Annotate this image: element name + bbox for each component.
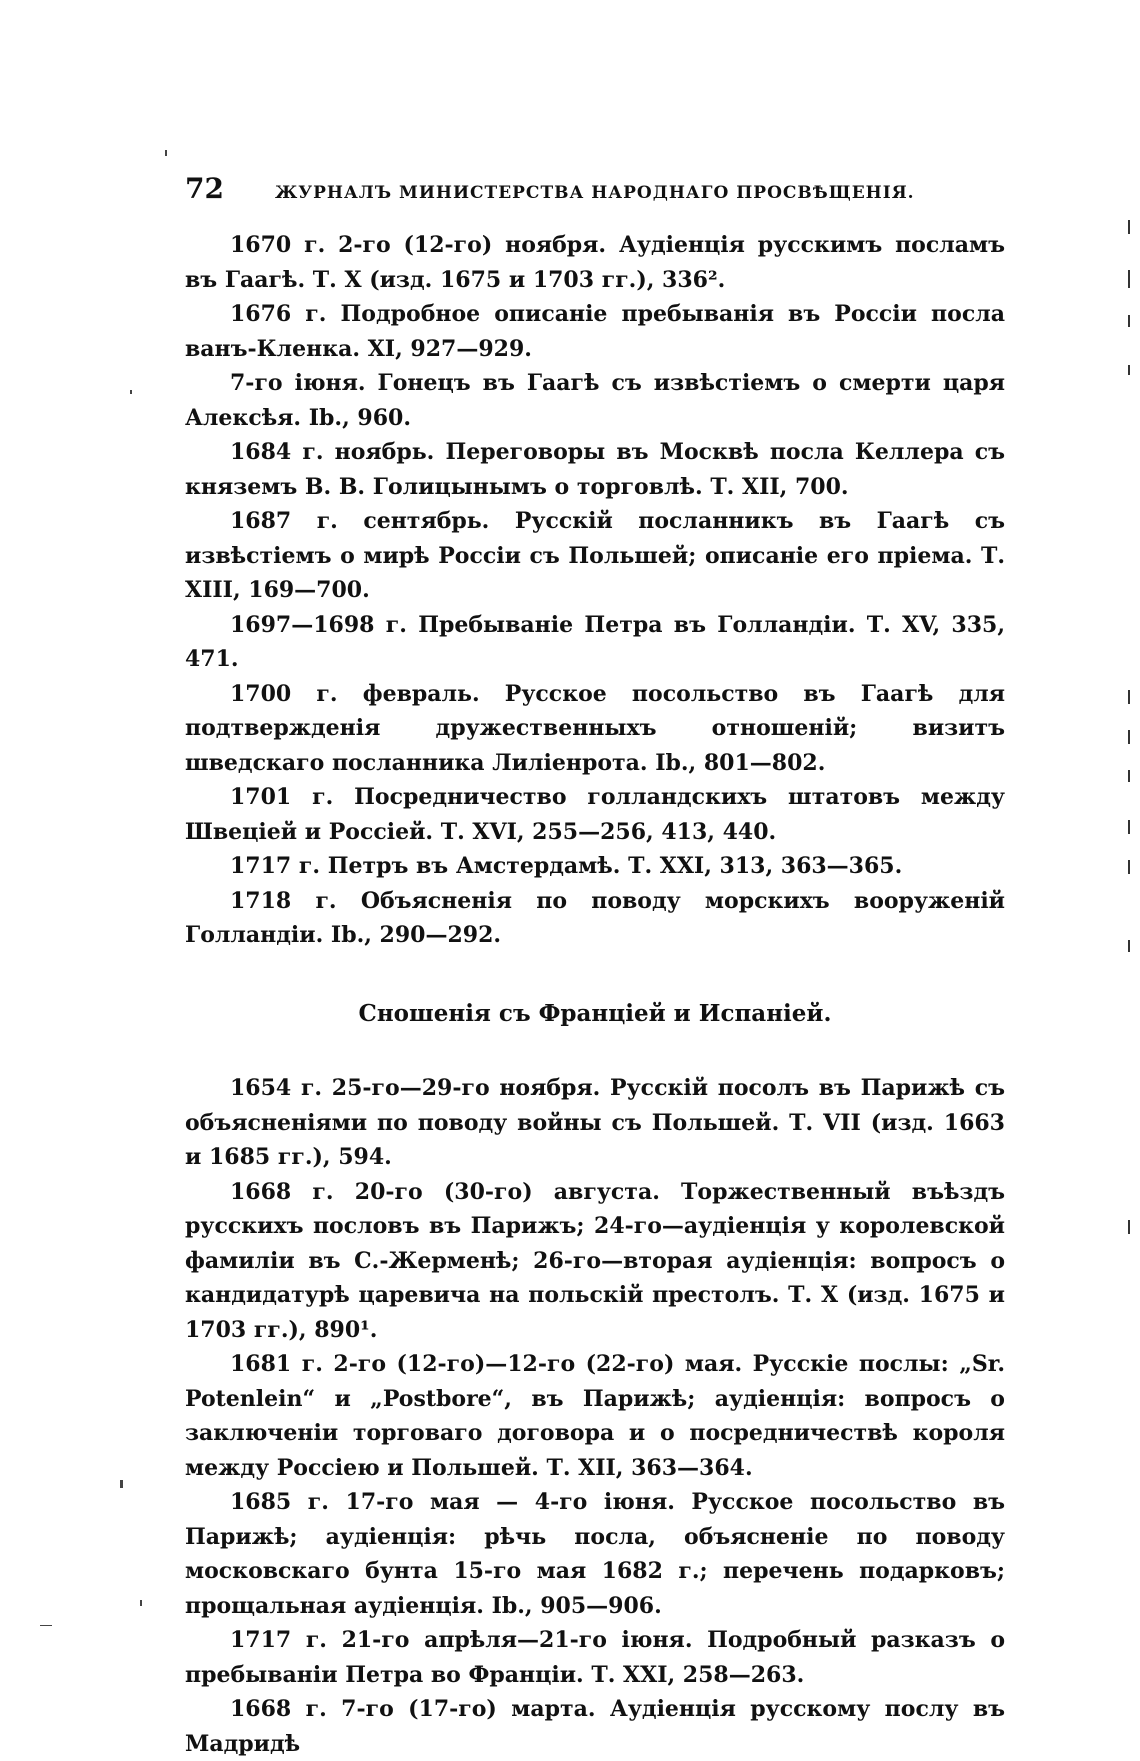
entry: 1684 г. ноябрь. Переговоры въ Москвѣ посла Келлера съ княземъ В. В. Голицынымъ о торговлѣ. Т. XII, 700. [185, 439, 1005, 500]
entry: 1701 г. Посредничество голландскихъ штатовъ между Швеціей и Россіей. Т. XVI, 255—256, 413, 440. [185, 784, 1005, 845]
entry: 1700 г. февраль. Русское посольство въ Гаагѣ для подтвержденія дружественныхъ отношеній; визитъ шведскаго посланника Лиліенрота. Ib., 801—802. [185, 680, 1005, 776]
scan-artifact [1128, 730, 1130, 744]
scan-artifact [1128, 820, 1130, 834]
scan-artifact [1128, 220, 1130, 234]
page-header [185, 172, 1005, 212]
scan-artifact [40, 1625, 52, 1626]
scan-artifact [1128, 690, 1130, 704]
scan-artifact [1128, 940, 1130, 952]
scan-artifact [140, 1600, 142, 1606]
scan-artifact [120, 1480, 123, 1488]
scan-artifact [130, 390, 132, 394]
entry: 1681 г. 2-го (12-го)—12-го (22-го) мая. Русскіе послы: „Sr. Potenlein“ и „Postbore“, въ Парижѣ; аудіенція: вопросъ о заключеніи торговаго договора и о посредничествѣ короля между Россіею и Польшей. Т. XII, 363—364. [185, 1351, 1005, 1481]
entry: 1717 г. Петръ въ Амстердамѣ. Т. XXI, 313, 363—365. [230, 853, 903, 879]
scan-margin-marks [1124, 220, 1136, 1520]
entry: 1685 г. 17-го мая — 4-го іюня. Русское посольство въ Парижѣ; аудіенція: рѣчь посла, объясненіе по поводу московскаго бунта 15-го мая 1682 г.; перечень подарковъ; прощальная аудіенція. Ib., 905—906. [185, 1489, 1005, 1619]
entry: 1687 г. сентябрь. Русскій посланникъ въ Гаагѣ съ извѣстіемъ о мирѣ Россіи съ Польшей; описаніе его пріема. Т. XIII, 169—700. [185, 508, 1005, 603]
page-number: 72 [185, 172, 224, 205]
section-heading: Сношенія съ Франціей и Испаніей. [358, 999, 832, 1027]
entry: 1668 г. 7-го (17-го) марта. Аудіенція русскому послу въ Мадридѣ [185, 1696, 1005, 1757]
entry: 1697—1698 г. Пребываніе Петра въ Голландіи. Т. XV, 335, 471. [185, 611, 1005, 672]
running-title: ЖУРНАЛЪ МИНИСТЕРСТВА НАРОДНАГО ПРОСВѢЩЕНІЯ. [275, 183, 915, 203]
scan-artifact [1128, 860, 1130, 874]
scan-artifact [1128, 365, 1130, 375]
scan-artifact [1128, 270, 1130, 288]
entry: 1668 г. 20-го (30-го) августа. Торжественный въѣздъ русскихъ пословъ въ Парижъ; 24-го—аудіенція у королевской фамиліи въ С.-Жерменѣ; 26-го—вторая аудіенція: вопросъ о кандидатурѣ царевича на польскій престолъ. Т. X (изд. 1675 и 1703 гг.), 890¹. [185, 1178, 1005, 1343]
entry: 1718 г. Объясненія по поводу морскихъ вооруженій Голландіи. Ib., 290—292. [185, 887, 1005, 948]
scan-artifact [165, 150, 167, 156]
scan-artifact [1128, 315, 1130, 327]
scan-artifact [1128, 1220, 1130, 1234]
entry: 1654 г. 25-го—29-го ноября. Русскій посолъ въ Парижѣ съ объясненіями по поводу войны съ Польшей. Т. VII (изд. 1663 и 1685 гг.), 594. [185, 1075, 1005, 1170]
entry: 1676 г. Подробное описаніе пребыванія въ Россіи посла ванъ-Кленка. XI, 927—929. [185, 301, 1005, 362]
entry: 1717 г. 21-го апрѣля—21-го іюня. Подробный разказъ о пребываніи Петра во Франціи. Т. XXI, 258—263. [185, 1627, 1005, 1688]
body-text [185, 228, 1005, 1761]
scan-artifact [1128, 770, 1130, 782]
entry: 7-го іюня. Гонецъ въ Гаагѣ съ извѣстіемъ о смерти царя Алексѣя. Ib., 960. [185, 370, 1005, 431]
entry: 1670 г. 2-го (12-го) ноября. Аудіенція русскимъ посламъ въ Гаагѣ. Т. X (изд. 1675 и 1703 гг.), 336². [185, 232, 1005, 293]
